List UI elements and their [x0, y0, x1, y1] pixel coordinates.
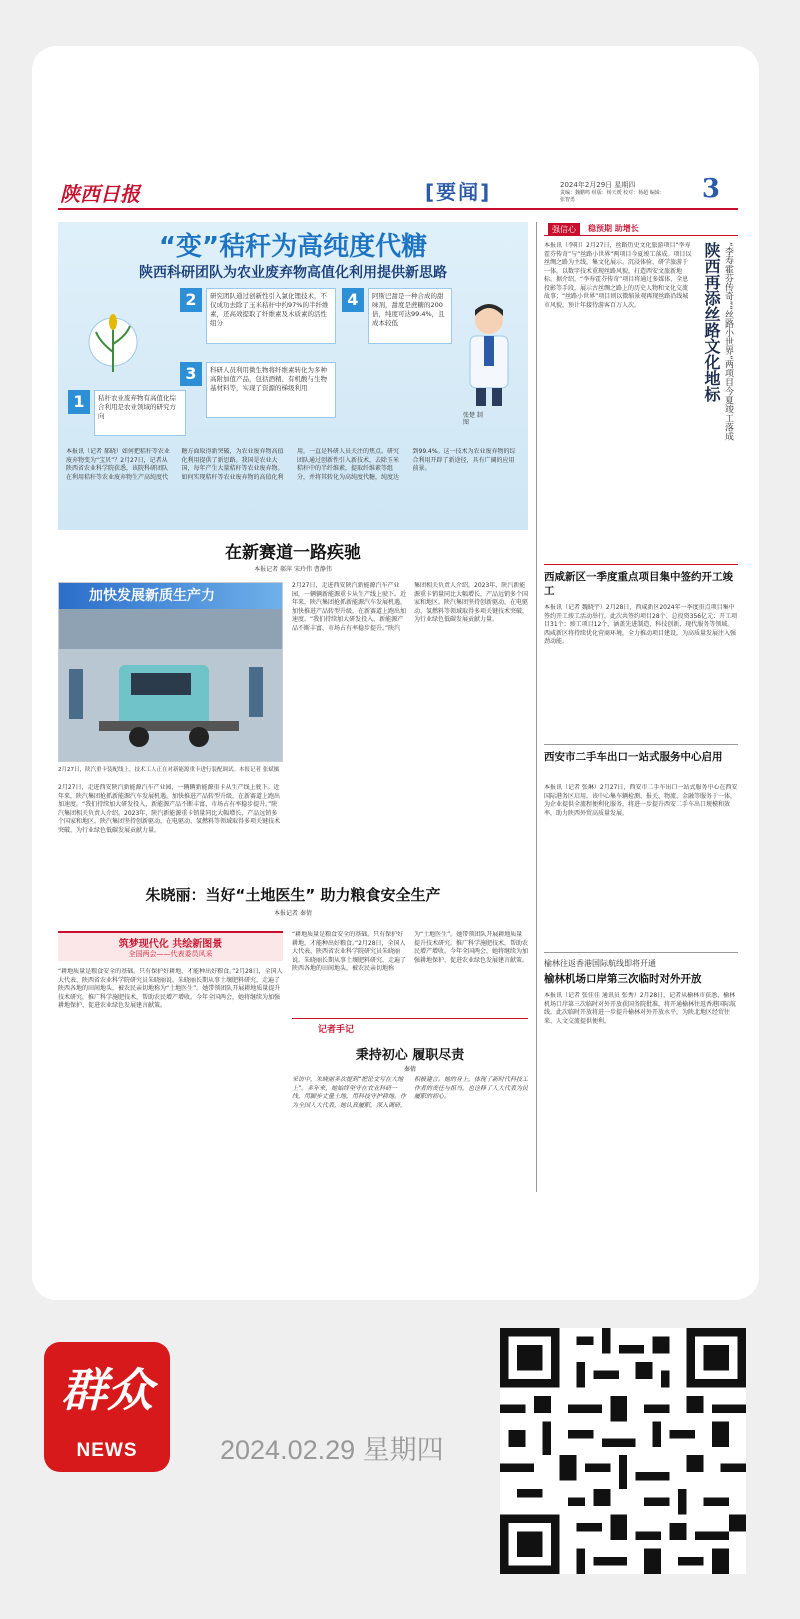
- step-text: 科研人员利用微生物将纤维素转化为多种高附加值产品，包括酒精、有机酸与生物基材料等，实现了资源的梯级利用: [206, 362, 336, 418]
- column-author: 秦倩: [403, 1066, 416, 1073]
- story2-byline: 本报记者 郝萍 宋玲伟 曹静伟: [254, 566, 332, 573]
- qunzhong-news-logo: [44, 1342, 170, 1472]
- story3-body-right: “耕地质量是粮食安全的基础。只有保护好耕地，才能种出好粮食。”2月28日，全国人大代表、陕西省农业科学院研究员朱晓丽说。朱晓丽长期从事土壤肥料研究，走遍了陕西各地的田间地头，被农民亲切地称为“土地医生”。她带领团队开展耕地质量提升技术研究，推广科学施肥技术，帮助农民增产增收。今年全国两会，她将继续为加强耕地保护、促进农业绿色发展建言献策。: [292, 931, 528, 972]
- hero-infographic: [58, 222, 528, 530]
- news4-body: 本报讯（记者 张佳佳 通讯员 张秀）2月28日，记者从榆林市获悉，榆林机场口岸第三次临时对外开放获国务院批准，将开通榆林往返香港国际航线。此次临时开放将进一步提升榆林对外开放水平，为陕北地区经贸往来、人文交流提供便利。: [544, 992, 737, 1025]
- corn-plant-icon: [88, 302, 138, 382]
- logo-news-text: NEWS: [76, 1440, 138, 1461]
- story2-title: 在新赛道一路疾驰: [225, 543, 361, 563]
- page-header: [58, 176, 738, 210]
- section-name: [要闻]: [425, 180, 492, 204]
- step-text: 阿斯巴甜是一种合成的甜味剂，甜度是蔗糖的200倍，纯度可达99.4%，且成本较低: [368, 288, 452, 344]
- two-sessions-subtitle: 全国两会——代表委员风采: [128, 950, 213, 958]
- story2-caption: 2月27日，陕汽重卡装配线上，技术工人正在对新能源重卡进行装配调试。本报记者 张斌摄: [58, 767, 280, 773]
- graphic-credit: 张楚 制图: [463, 412, 483, 426]
- step-number: 4: [342, 288, 364, 312]
- story2-body-left: 2月27日，走进西安陕汽新能源汽车产业园，一辆辆新能源重卡从生产线上驶下。近年来，陕汽集团抢抓新能源汽车发展机遇，加快推进产品转型升级，在新赛道上跑出加速度。“我们持续加大研发投入，新能源产品不断丰富，市场占有率稳步提升。”陕汽集团相关负责人介绍。2023年，陕汽新能源重卡销量同比大幅增长，产品远销多个国家和地区。陕汽集团坚持创新驱动，在电驱动、氢燃料等领域取得多项关键技术突破，为行业绿色低碳发展贡献力量。: [58, 784, 281, 834]
- step-number: 2: [180, 288, 202, 312]
- news4-kicker: 榆林往返香港国际航线即将开通: [544, 959, 656, 968]
- step-number: 3: [180, 362, 202, 386]
- masthead: 陕西日报: [60, 182, 140, 206]
- logo-main-text: 群众: [61, 1363, 153, 1417]
- truck-photo-image: [59, 609, 283, 762]
- feature-title: 陕西再添丝路文化地标: [702, 242, 721, 402]
- news3-body: 本报讯（记者 张琳）2月27日，西安市二手车出口一站式服务中心在西安国际港务区启用。该中心集车辆检测、报关、物流、金融等服务于一体，为企业提供全流程便利化服务，将进一步提升西安二手车出口规模和效率，助力陕西外贸高质量发展。: [544, 784, 738, 817]
- two-sessions-title: 筑梦现代化 共绘新图景: [118, 939, 223, 950]
- news3-title: 西安市二手车出口一站式服务中心启用: [544, 751, 723, 763]
- page-number: 3: [701, 174, 720, 204]
- story3-byline: 本报记者 秦倩: [274, 910, 312, 917]
- newspaper-page: [58, 176, 738, 1256]
- column-title: 秉持初心 履职尽责: [355, 1048, 465, 1063]
- scientist-illustration: [458, 298, 520, 408]
- column-kicker: 记者手记: [318, 1025, 355, 1035]
- hero-title: “变”秸秆为高纯度代糖: [158, 232, 428, 262]
- story2-body-right: 2月27日，走进西安陕汽新能源汽车产业园，一辆辆新能源重卡从生产线上驶下。近年来，陕汽集团抢抓新能源汽车发展机遇，加快推进产品转型升级，在新赛道上跑出加速度。“我们持续加大研发投入，新能源产品不断丰富，市场占有率稳步提升。”陕汽集团相关负责人介绍。2023年，陕汽新能源重卡销量同比大幅增长，产品远销多个国家和地区。陕汽集团坚持创新驱动，在电驱动、氢燃料等领域取得多项关键技术突破，为行业绿色低碳发展贡献力量。: [292, 582, 528, 632]
- right-divider: [544, 952, 738, 953]
- page-date: 2024年2月29日 星期四: [560, 181, 636, 189]
- two-sessions-banner: [58, 931, 283, 961]
- story3-title: 朱晓丽：当好“土地医生” 助力粮食安全生产: [145, 886, 441, 904]
- hero-subtitle: 陕西科研团队为农业废弃物高值化利用提供新思路: [139, 265, 447, 281]
- feature-subtitle: “李寿霍芬传奇”“丝路小世界”两项目今夏竣工落成: [723, 242, 733, 441]
- story2-photo: [58, 582, 283, 762]
- qr-code-icon[interactable]: [500, 1328, 746, 1574]
- hero-article-body: 本报讯（记者 郝晓）如何把秸秆等农业废弃物变为“宝贝”？2月27日，记者从陕西省农业科学院获悉，该院科研团队在利用秸秆等农业废弃物生产高纯度代糖方面取得新突破，为农业废弃物高值化利用提供了新思路。我国是农业大国，每年产生大量秸秆等农业废弃物。如何实现秸秆等农业废弃物的高值化利用，一直是科研人员关注的焦点。研究团队通过创新性引入新技术，去除玉米秸秆中的半纤维素，提取纤维素等组分，并将其转化为高纯度代糖，纯度达到99.4%。这一技术为农业废弃物的综合利用开辟了新途径，具有广阔的应用前景。: [66, 448, 516, 481]
- page-meta: [560, 180, 668, 204]
- column-body: 采访中，朱晓丽多次提到“把论文写在大地上”。多年来，她始终坚守在农业科研一线，用脚步丈量土地，用科技守护耕地。作为全国人大代表，她认真履职，深入调研，积极建言。她的身上，体现了新时代科技工作者的责任与担当，也诠释了人大代表为民履职的初心。: [292, 1076, 528, 1109]
- column-rule: [292, 1018, 528, 1019]
- red-tag: 强信心: [548, 223, 580, 236]
- red-tag-line: 稳预期 助增长: [588, 224, 639, 233]
- footer-date: 2024.02.29 星期四: [220, 1435, 444, 1465]
- news2-body: 本报讯（记者 魏晓宇）2月28日，西咸新区2024年一季度重点项目集中签约开工竣工活动举行。此次共签约项目28个、总投资356亿元；开工项目31个；竣工项目12个，涵盖先进制造、科技创新、现代服务等领域。西咸新区将持续优化营商环境，全力推动项目建设，为高质量发展注入强劲动能。: [544, 604, 738, 645]
- news4-title: 榆林机场口岸第三次临时对外开放: [544, 973, 702, 985]
- page-editors: 责编：魏鹏鸣 组版：杨天媛 校对：杨超 编辑：张智勇: [560, 190, 665, 203]
- right-divider: [544, 564, 738, 565]
- right-divider: [544, 744, 738, 745]
- column-divider: [536, 222, 537, 1192]
- right-column-header: [544, 222, 738, 236]
- story2-banner: 加快发展新质生产力: [59, 583, 283, 609]
- feature-body: 本报讯（李阳）2月27日，丝路历史文化旅游项目“李寿霍芬传奇”与“丝路小世界”两项目今夏竣工落成。项目以丝绸之路为主线，集文化展示、沉浸体验、研学旅游于一体，以数字技术重现丝路风貌，打造西安文旅新地标。据介绍，“李寿霍芬传奇”项目将通过多媒体、全息投影等手段，展示古丝绸之路上的历史人物和文化交流故事；“丝路小世界”项目则以微缩景观再现丝路沿线城市风貌，预计年接待游客百万人次。: [544, 242, 692, 309]
- step-text: 秸秆农业废弃物有高值化综合利用是农业领域的研究方向: [94, 390, 186, 436]
- news2-title: 西咸新区一季度重点项目集中签约开工竣工: [544, 571, 733, 597]
- step-number: 1: [68, 390, 90, 414]
- step-text: 研究团队通过创新性引入氯化锂技术，不仅成功去除了玉米秸秆中约97%的半纤维素，还高效提取了纤维素及木质素的活性组分: [206, 288, 336, 344]
- story3-body: “耕地质量是粮食安全的基础。只有保护好耕地，才能种出好粮食。”2月28日，全国人大代表、陕西省农业科学院研究员朱晓丽说。朱晓丽长期从事土壤肥料研究，走遍了陕西各地的田间地头，被农民亲切地称为“土地医生”。她带领团队开展耕地质量提升技术研究，推广科学施肥技术，帮助农民增产增收。今年全国两会，她将继续为加强耕地保护、促进农业绿色发展建言献策。: [58, 968, 283, 1009]
- newspaper-card: [32, 46, 759, 1300]
